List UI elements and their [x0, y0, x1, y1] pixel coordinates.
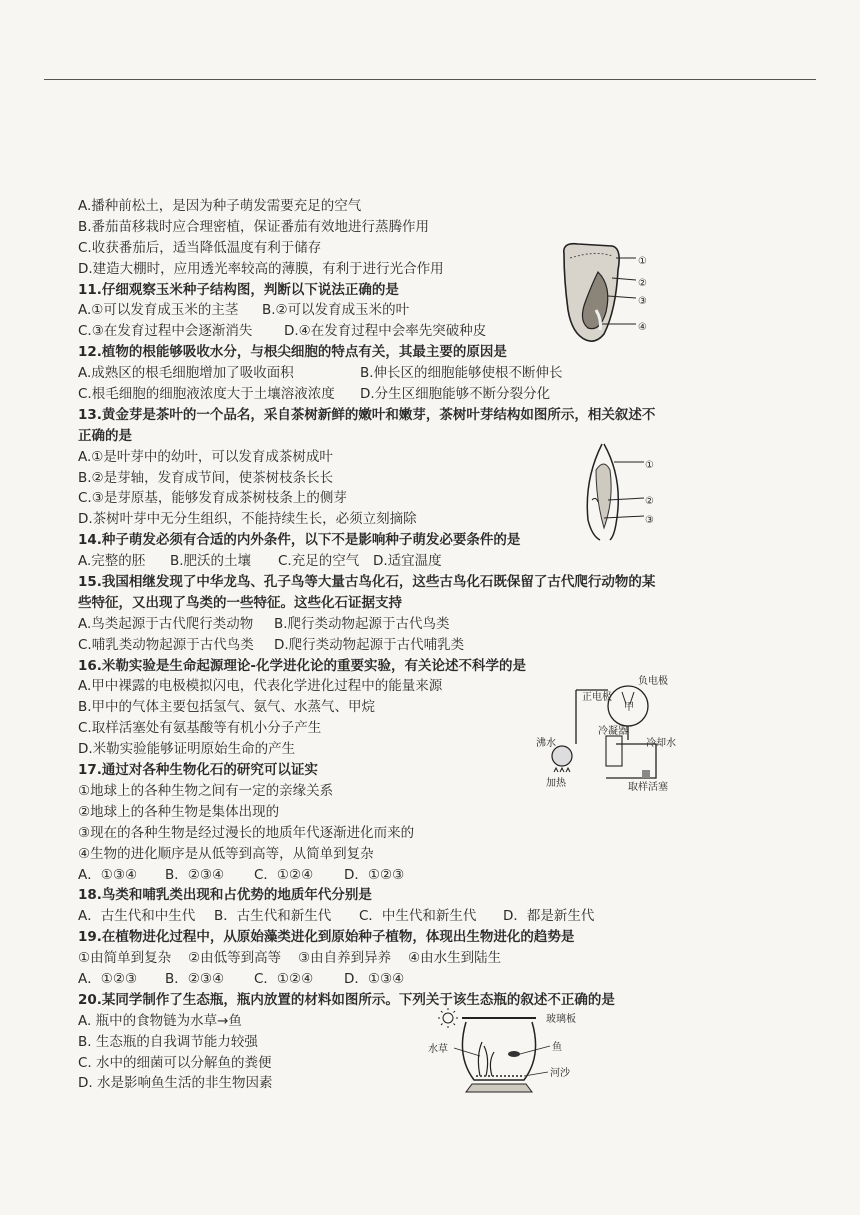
q12-option-b: B.伸长区的细胞能够使根不断伸长	[360, 365, 563, 382]
jar-label-fish: 鱼	[552, 1042, 562, 1053]
q17-statement-3: ③现在的各种生物是经过漫长的地质年代逐渐进化而来的	[78, 824, 415, 841]
bud-line-2	[608, 498, 644, 500]
q15-options-cd	[78, 635, 678, 656]
q14-option-c: C.充足的空气	[278, 553, 360, 570]
q15-option-c: C.哺乳类动物起源于古代鸟类	[78, 636, 254, 653]
q16-option-d: D.米勒实验能够证明原始生命的产生	[78, 741, 296, 758]
q17-stem: 17.通过对各种生物化石的研究可以证实	[78, 762, 318, 779]
q13-option-d: D.茶树叶芽中无分生组织，不能持续生长，必须立刻摘除	[78, 511, 417, 528]
q17-statement-1: ①地球上的各种生物之间有一定的亲缘关系	[78, 782, 334, 799]
q19-statement-4: ④由水生到陆生	[408, 950, 502, 967]
q20-option-a: A. 瓶中的食物链为水草→鱼	[78, 1012, 242, 1029]
miller-label-condenser: 冷凝器	[598, 726, 628, 737]
q12-option-a: A.成熟区的根毛细胞增加了吸收面积	[78, 365, 294, 382]
q15-option-a: A.鸟类起源于古代爬行类动物	[78, 615, 254, 632]
q14-option-a: A.完整的胚	[78, 553, 146, 570]
q12-options-cd	[78, 384, 678, 405]
bud-line-3	[604, 516, 644, 518]
q10-option-c: C.收获番茄后，适当降低温度有利于储存	[78, 239, 322, 256]
q20-option-d: D. 水是影响鱼生活的非生物因素	[78, 1075, 273, 1092]
bud-label-2: ②	[645, 496, 654, 507]
q18-option-d: D．都是新生代	[503, 908, 595, 925]
bud-label-3: ③	[645, 515, 654, 526]
q15-stem-2: 些特征，又出现了鸟类的一些特征。这些化石证据支持	[78, 594, 402, 611]
miller-label-boiling-water: 沸水	[536, 738, 556, 749]
q17-statement-4: ④生物的进化顺序是从低等到高等，从简单到复杂	[78, 845, 374, 862]
q20-option-b: B. 生态瓶的自我调节能力较强	[78, 1033, 258, 1050]
q18-stem: 18.鸟类和哺乳类出现和占优势的地质年代分别是	[78, 887, 372, 904]
q15-options-ab	[78, 614, 678, 635]
q12-options-ab	[78, 363, 678, 384]
q19-option-c: C．①②④	[254, 970, 314, 987]
fish-icon	[508, 1051, 520, 1057]
q15-option-b: B.爬行类动物起源于古代鸟类	[274, 615, 450, 632]
q11-stem: 11.仔细观察玉米种子结构图，判断以下说法正确的是	[78, 281, 399, 298]
q20-option-c: C. 水中的细菌可以分解鱼的粪便	[78, 1054, 272, 1071]
q15-stem-1: 15.我国相继发现了中华龙鸟、孔子鸟等大量古鸟化石，这些古鸟化石既保留了古代爬行动物的某	[78, 574, 656, 591]
q17-option-d: D．①②③	[344, 866, 405, 883]
q18-option-a: A．古生代和中生代	[78, 908, 196, 925]
q18-option-b: B．古生代和新生代	[214, 908, 332, 925]
q16-option-c: C.取样活塞处有氨基酸等有机小分子产生	[78, 720, 322, 737]
q19-statement-2: ②由低等到高等	[188, 950, 282, 967]
corn-label-2: ②	[638, 278, 647, 289]
q13-stem-1: 13.黄金芽是茶叶的一个品名，采自茶树新鲜的嫩叶和嫩芽，茶树叶芽结构如图所示，相关叙述不	[78, 406, 656, 423]
sampling-valve	[642, 770, 650, 778]
q11-option-a: A.①可以发育成玉米的主茎	[78, 302, 239, 319]
q17-options	[78, 865, 678, 886]
jar-label-river-sand: 河沙	[550, 1068, 570, 1079]
q14-options	[78, 551, 678, 572]
q17-statement-2: ②地球上的各种生物是集体出现的	[78, 803, 280, 820]
q12-option-c: C.根毛细胞的细胞液浓度大于土壤溶液浓度	[78, 386, 335, 403]
q16-stem: 16.米勒实验是生命起源理论-化学进化论的重要实验，有关论述不科学的是	[78, 657, 527, 674]
q19-options	[78, 969, 678, 990]
corn-label-3: ③	[638, 296, 647, 307]
miller-apparatus-figure	[536, 674, 686, 794]
q14-stem: 14.种子萌发必须有合适的内外条件，以下不是影响种子萌发必要条件的是	[78, 532, 521, 549]
bud-axis	[596, 464, 611, 528]
q17-option-b: B．②③④	[165, 866, 225, 883]
q19-statement-3: ③由自养到异养	[298, 950, 392, 967]
jar-stand	[466, 1084, 532, 1092]
miller-label-cooling-water: 冷却水	[646, 738, 676, 749]
miller-label-sampling-valve: 取样活塞	[628, 782, 668, 793]
jar-label-glass-plate: 玻璃板	[546, 1014, 576, 1025]
q19-stem: 19.在植物进化过程中，从原始藻类进化到原始种子植物，体现出生物进化的趋势是	[78, 929, 575, 946]
q19-option-b: B．②③④	[165, 970, 225, 987]
q18-option-c: C．中生代和新生代	[359, 908, 477, 925]
q15-option-d: D.爬行类动物起源于古代哺乳类	[274, 636, 465, 653]
heat-flame	[554, 768, 570, 772]
q10-option-a: A.播种前松土，是因为种子萌发需要充足的空气	[78, 198, 362, 214]
miller-label-positive-electrode: 正电极	[582, 692, 612, 703]
header-rule	[44, 79, 816, 80]
q10-option-b: B.番茄苗移栽时应合理密植，保证番茄有效地进行蒸腾作用	[78, 218, 430, 235]
q19-option-a: A．①②③	[78, 970, 138, 987]
sun-icon	[438, 1008, 458, 1028]
q19-statement-1: ①由简单到复杂	[78, 950, 172, 967]
q13-stem-2: 正确的是	[78, 427, 132, 444]
q13-option-a: A.①是叶芽中的幼叶，可以发育成茶树成叶	[78, 448, 333, 465]
q11-option-b: B.②可以发育成玉米的叶	[262, 302, 410, 319]
water-grass	[478, 1042, 494, 1076]
miller-label-negative-electrode: 负电极	[638, 676, 668, 687]
q10-option-d: D.建造大棚时，应用透光率较高的薄膜，有利于进行光合作用	[78, 260, 444, 277]
q16-option-a: A.甲中裸露的电极模拟闪电，代表化学进化过程中的能量来源	[78, 678, 443, 695]
q12-stem: 12.植物的根能够吸收水分，与根尖细胞的特点有关，其最主要的原因是	[78, 344, 507, 361]
q14-option-b: B.肥沃的土壤	[170, 553, 252, 570]
leaf-bud-figure	[574, 440, 670, 544]
q18-options	[78, 906, 678, 927]
corn-label-1: ①	[638, 256, 647, 267]
ecosystem-jar-figure	[426, 1006, 586, 1098]
q11-option-d: D.④在发育过程中会率先突破种皮	[284, 323, 487, 340]
jar-body	[462, 1022, 535, 1080]
q13-option-b: B.②是芽轴，发育成节间，使茶树枝条长长	[78, 469, 334, 486]
q20-stem: 20.某同学制作了生态瓶，瓶内放置的材料如图所示。下列关于该生态瓶的叙述不正确的是	[78, 991, 615, 1008]
bud-primordium	[592, 498, 598, 502]
q11-option-c: C.③在发育过程中会逐渐消失	[78, 323, 253, 340]
q19-option-d: D．①③④	[344, 970, 405, 987]
miller-label-heating: 加热	[546, 778, 566, 789]
q17-option-c: C．①②④	[254, 866, 314, 883]
q17-option-a: A．①③④	[78, 866, 138, 883]
jar-label-water-grass: 水草	[428, 1044, 448, 1055]
q12-option-d: D.分生区细胞能够不断分裂分化	[360, 386, 551, 403]
q13-option-c: C.③是芽原基，能够发育成茶树枝条上的侧芽	[78, 490, 347, 507]
jar-line-grass	[454, 1048, 480, 1056]
corn-label-4: ④	[638, 322, 647, 333]
q19-statements	[78, 948, 678, 969]
q16-option-b: B.甲中的气体主要包括氢气、氨气、水蒸气、甲烷	[78, 699, 376, 716]
q14-option-d: D.适宜温度	[373, 553, 442, 570]
condenser	[606, 736, 622, 766]
miller-label-jia: 甲	[624, 702, 634, 713]
boiling-flask	[552, 746, 572, 766]
bud-label-1: ①	[645, 460, 654, 471]
corn-seed-figure	[556, 240, 666, 348]
